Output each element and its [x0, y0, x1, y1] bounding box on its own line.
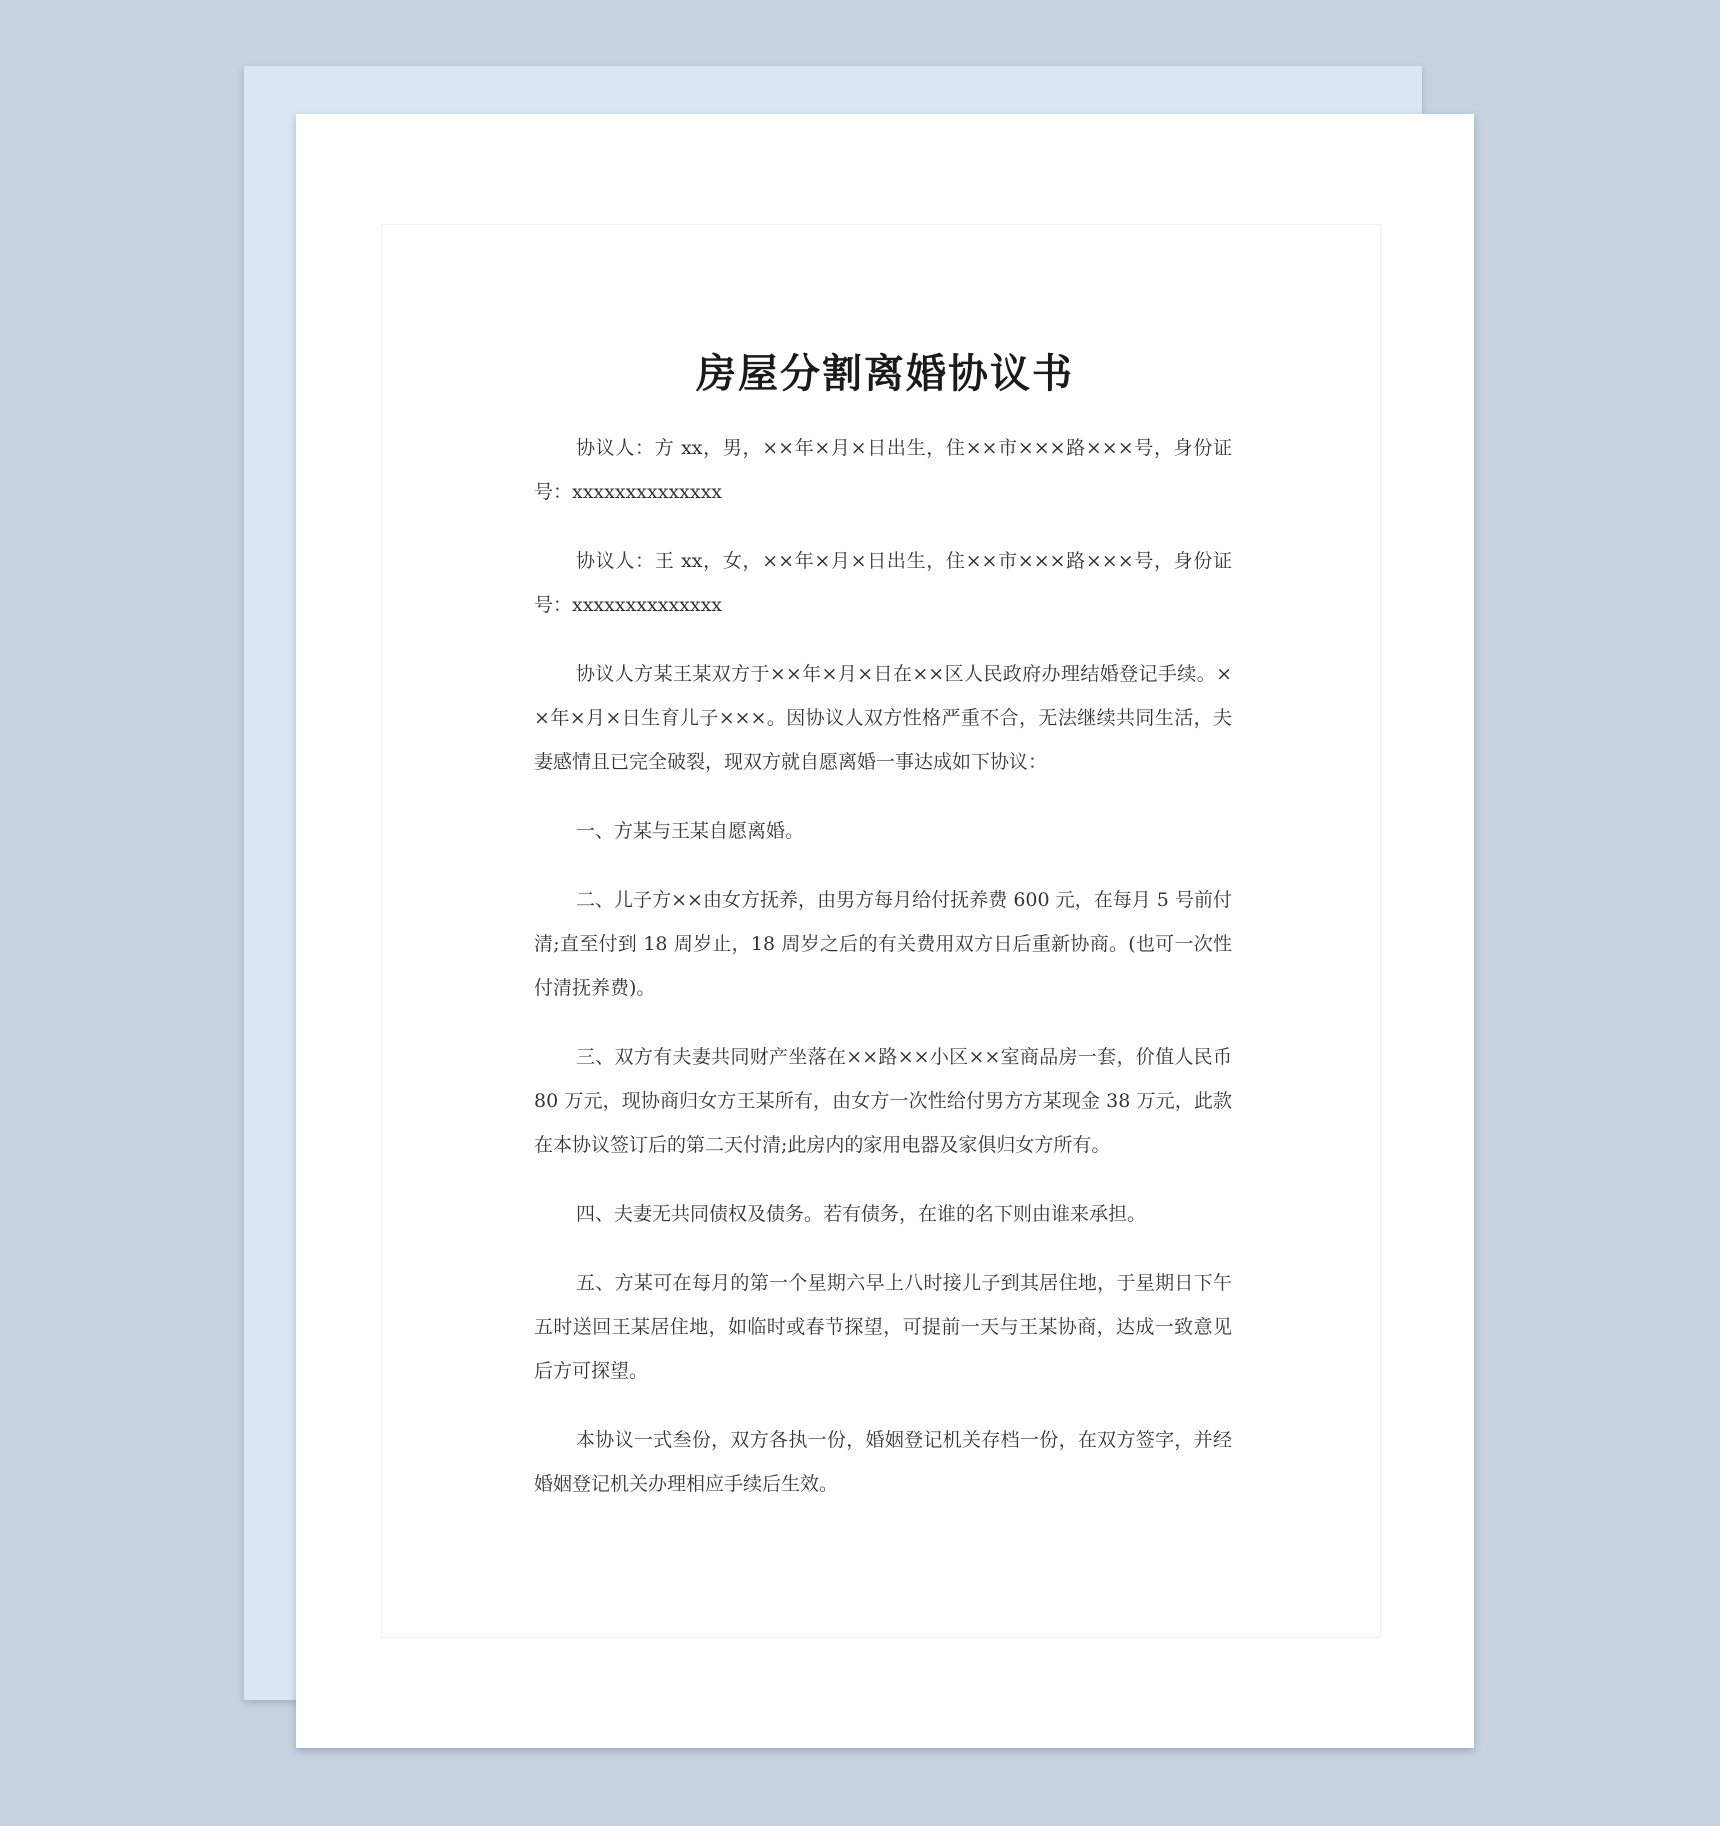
paragraph-clause-5: 五、方某可在每月的第一个星期六早上八时接儿子到其居住地，于星期日下午五时送回王某居住地，如临时或春节探望，可提前一天与王某协商，达成一致意见后方可探望。 [534, 1272, 1232, 1382]
paragraph-clause-1: 一、方某与王某自愿离婚。 [576, 820, 805, 842]
paragraph-clause-3: 三、双方有夫妻共同财产坐落在××路××小区××室商品房一套，价值人民币 80 万元，现协商归女方王某所有，由女方一次性给付男方方某现金 38 万元，此款在本协议签订后的第二天付清;此房内的家用电器及家俱归女方所有。 [534, 1046, 1232, 1156]
paragraph-background: 协议人方某王某双方于××年×月×日在××区人民政府办理结婚登记手续。××年×月×日生育儿子×××。因协议人双方性格严重不合，无法继续共同生活，夫妻感情且已完全破裂，现双方就自愿离婚一事达成如下协议： [534, 663, 1232, 773]
paragraph-party-male: 协议人：方 xx，男，××年×月×日出生，住××市×××路×××号，身份证号：xxxxxxxxxxxxxx [534, 437, 1232, 503]
paragraph-clause-4: 四、夫妻无共同债权及债务。若有债务，在谁的名下则由谁来承担。 [576, 1203, 1147, 1225]
paragraph-party-female: 协议人：王 xx，女，××年×月×日出生，住××市×××路×××号，身份证号：xxxxxxxxxxxxxx [534, 550, 1232, 616]
paragraph-effect: 本协议一式叁份，双方各执一份，婚姻登记机关存档一份，在双方签字，并经婚姻登记机关办理相应手续后生效。 [534, 1429, 1232, 1495]
document-title: 房屋分割离婚协议书 [696, 350, 1074, 397]
paragraph-clause-2: 二、儿子方××由女方抚养，由男方每月给付抚养费 600 元，在每月 5 号前付清;直至付到 18 周岁止，18 周岁之后的有关费用双方日后重新协商。(也可一次性付清抚养费)。 [534, 889, 1232, 999]
document-page [296, 114, 1474, 1748]
document-body [534, 426, 1232, 1531]
